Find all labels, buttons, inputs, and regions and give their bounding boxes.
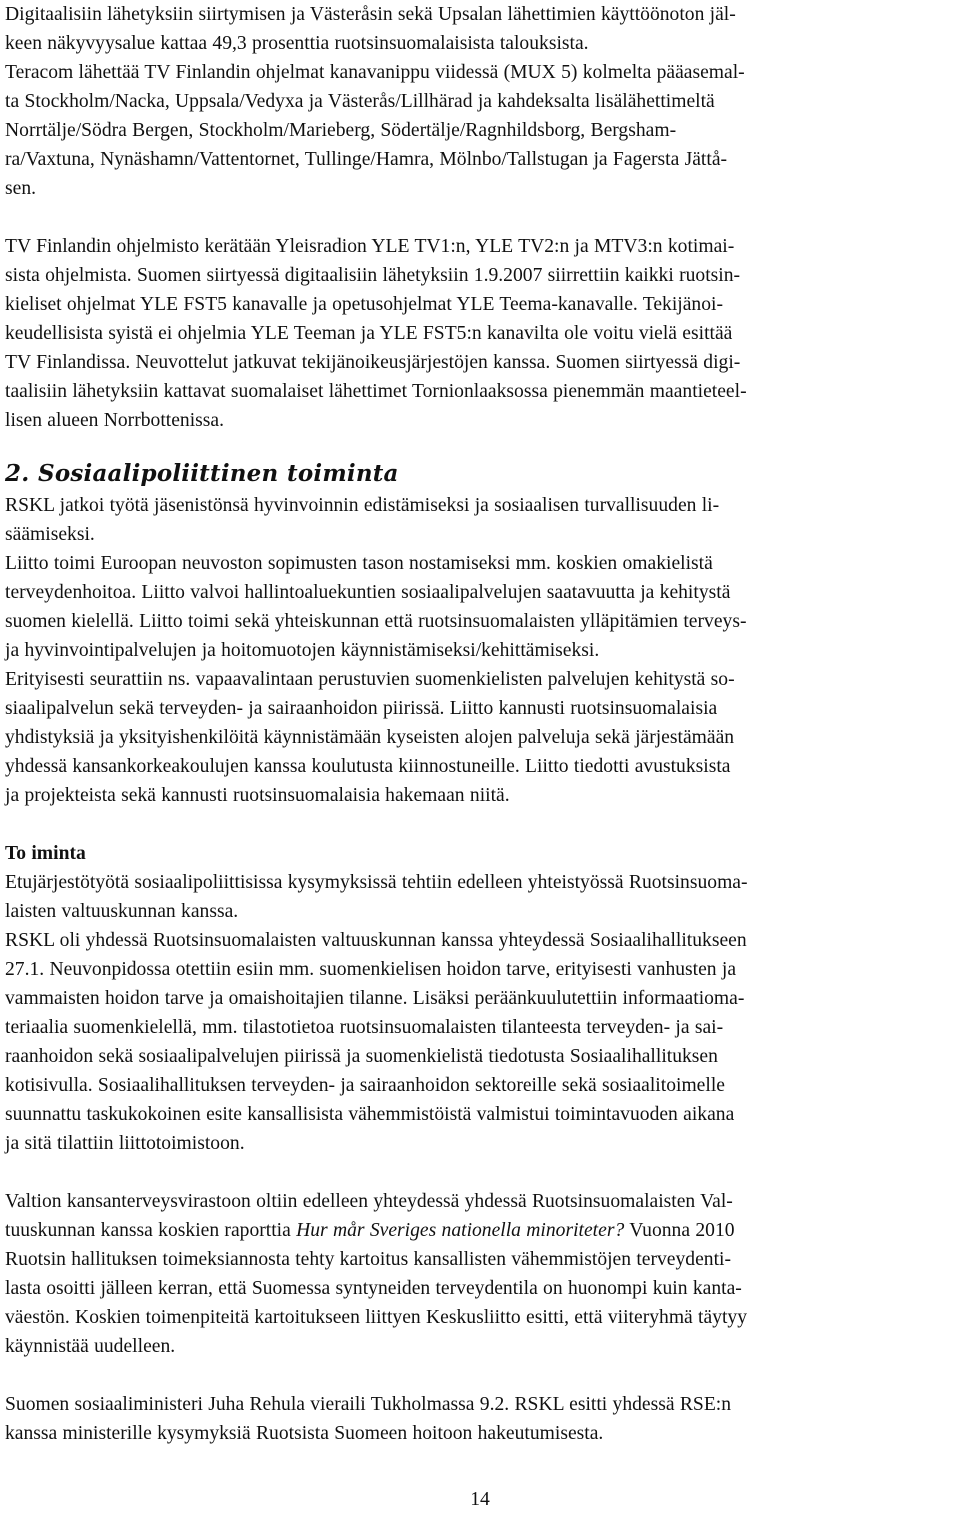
- report-title: Hur mår Sveriges nationella minoriteter?: [296, 1220, 625, 1241]
- paragraph-spacer: [5, 203, 955, 232]
- paragraph-valtion-end: Vuonna 2010 Ruotsin hallituksen toimeksiannosta tehty kartoitus kansallisten vähemmistöjen terveydenti- lasta osoitti jälleen kerran, että Suomessa syntyneiden terveydentila on huonompi kuin kanta- väestön. Koskien toimenpiteitä kartoitukseen liittyen Keskusliitto esitti, että viiteryhmä täytyy käynnistää uudelleen.: [5, 1220, 748, 1357]
- subheading-toiminta: To iminta: [5, 843, 86, 864]
- document-page: [5, 0, 955, 1448]
- paragraph-spacer: [5, 810, 955, 839]
- paragraph-valtion-start: Valtion kansanterveysvirastoon oltiin edelleen yhteydessä yhdessä Ruotsinsuomalaisten Val- tuuskunnan kanssa koskien raporttia: [5, 1191, 733, 1241]
- paragraph-ministeri: Suomen sosiaaliministeri Juha Rehula vieraili Tukholmassa 9.2. RSKL esitti yhdessä RSE:n kanssa ministerille kysymyksiä Ruotsista Suomeen hoitoon hakeutumisesta.: [5, 1394, 732, 1444]
- paragraph-spacer: [5, 1158, 955, 1187]
- paragraph-tv-finland: TV Finlandin ohjelmisto kerätään Yleisradion YLE TV1:n, YLE TV2:n ja MTV3:n kotimai- sista ohjelmista. Suomen siirtyessä digitaalisiin lähetyksiin 1.9.2007 siirrettiin kaikki ruotsin- kieliset ohjelmat YLE FST5 kanavalle ja opetusohjelmat YLE Teema-kanavalle. Tekijänoi- keudellisista syistä ei ohjelmia YLE Teeman ja YLE FST5:n kanavilta ole voitu vielä esittää TV Finlandissa. Neuvottelut jatkuvat tekijänoikeusjärjestöjen kanssa. Suomen siirtyessä digi- taalisiin lähetyksiin kattavat suomalaiset lähettimet Tornionlaaksossa pienemmän maantieteel- lisen alueen Norrbottenissa.: [5, 236, 747, 431]
- paragraph-valtion: [5, 1187, 955, 1361]
- paragraph-intro-continuation: Digitaalisiin lähetyksiin siirtymisen ja Västeråsin sekä Upsalan lähettimien käyttöönoton jäl- keen näkyvyysalue kattaa 49,3 prosenttia ruotsinsuomalaisista talouksista. Teracom lähettää TV Finlandin ohjelmat kanavanippu viidessä (MUX 5) kolmelta pääasemal- ta Stockholm/Nacka, Uppsala/Vedyxa ja Västerås/Lillhärad ja kahdeksalta lisälähettimeltä Norrtälje/Södra Bergen, Stockholm/Marieberg, Södertälje/Ragnhildsborg, Bergsham- ra/Vaxtuna, Nynäshamn/Vattentornet, Tullinge/Hamra, Mölnbo/Tallstugan ja Fagersta Jättå- sen.: [5, 4, 745, 199]
- paragraph-erityisesti: Erityisesti seurattiin ns. vapaavalintaan perustuvien suomenkielisten palvelujen kehitystä so- siaalipalvelun sekä terveyden- ja sairaanhoidon piirissä. Liitto kannusti ruotsinsuomalaisia yhdistyksiä ja yksityishenkilöitä käynnistämään kyseisten alojen palveluja sekä järjestämään yhdessä kansankorkeakoulujen kanssa koulutusta kiinnostuneille. Liitto tiedotti avustuksista ja projekteista sekä kannusti ruotsinsuomalaisia hakemaan niitä.: [5, 669, 735, 806]
- paragraph-etujarjesto: Etujärjestötyötä sosiaalipoliittisissa kysymyksissä tehtiin edelleen yhteistyössä Ruotsinsuoma- laisten valtuuskunnan kanssa.: [5, 872, 748, 922]
- paragraph-spacer: [5, 1361, 955, 1390]
- paragraph-rskl-goal: RSKL jatkoi työtä jäsenistönsä hyvinvoinnin edistämiseksi ja sosiaalisen turvallisuuden li- säämiseksi.: [5, 495, 720, 545]
- section-heading: 2. Sosiaalipoliittinen toiminta: [5, 460, 399, 487]
- page-number: 14: [470, 1489, 490, 1510]
- paragraph-rskl-meeting: RSKL oli yhdessä Ruotsinsuomalaisten valtuuskunnan kanssa yhteydessä Sosiaalihallitukseen 27.1. Neuvonpidossa otettiin esiin mm. suomenkielisen hoidon tarve, erityisesti vanhusten ja vammaisten hoidon tarve ja omaishoitajien tilanne. Lisäksi peräänkuulutettiin informaatioma- teriaalia suomenkielellä, mm. tilastotietoa ruotsinsuomalaisten tilanteesta terveyden- ja sai- raanhoidon sekä sosiaalipalvelujen piirissä ja suomenkielistä tiedotusta Sosiaalihallituksen kotisivulla. Sosiaalihallituksen terveyden- ja sairaanhoidon sektoreille sekä sosiaalitoimelle suunnattu taskukokoinen esite kansallisista vähemmistöistä valmistui toimintavuoden aikana ja sitä tilattiin liittotoimistoon.: [5, 930, 747, 1154]
- paragraph-liitto-europe: Liitto toimi Euroopan neuvoston sopimusten tason nostamiseksi mm. koskien omakielistä terveydenhoitoa. Liitto valvoi hallintoaluekuntien sosiaalipalvelujen saatavuutta ja kehitystä suomen kielellä. Liitto toimi sekä yhteiskunnan että ruotsinsuomalaisten ylläpitämien terveys- ja hyvinvointipalvelujen ja hoitomuotojen käynnistämiseksi/kehittämiseksi.: [5, 553, 747, 661]
- paragraph-spacer: [5, 435, 955, 457]
